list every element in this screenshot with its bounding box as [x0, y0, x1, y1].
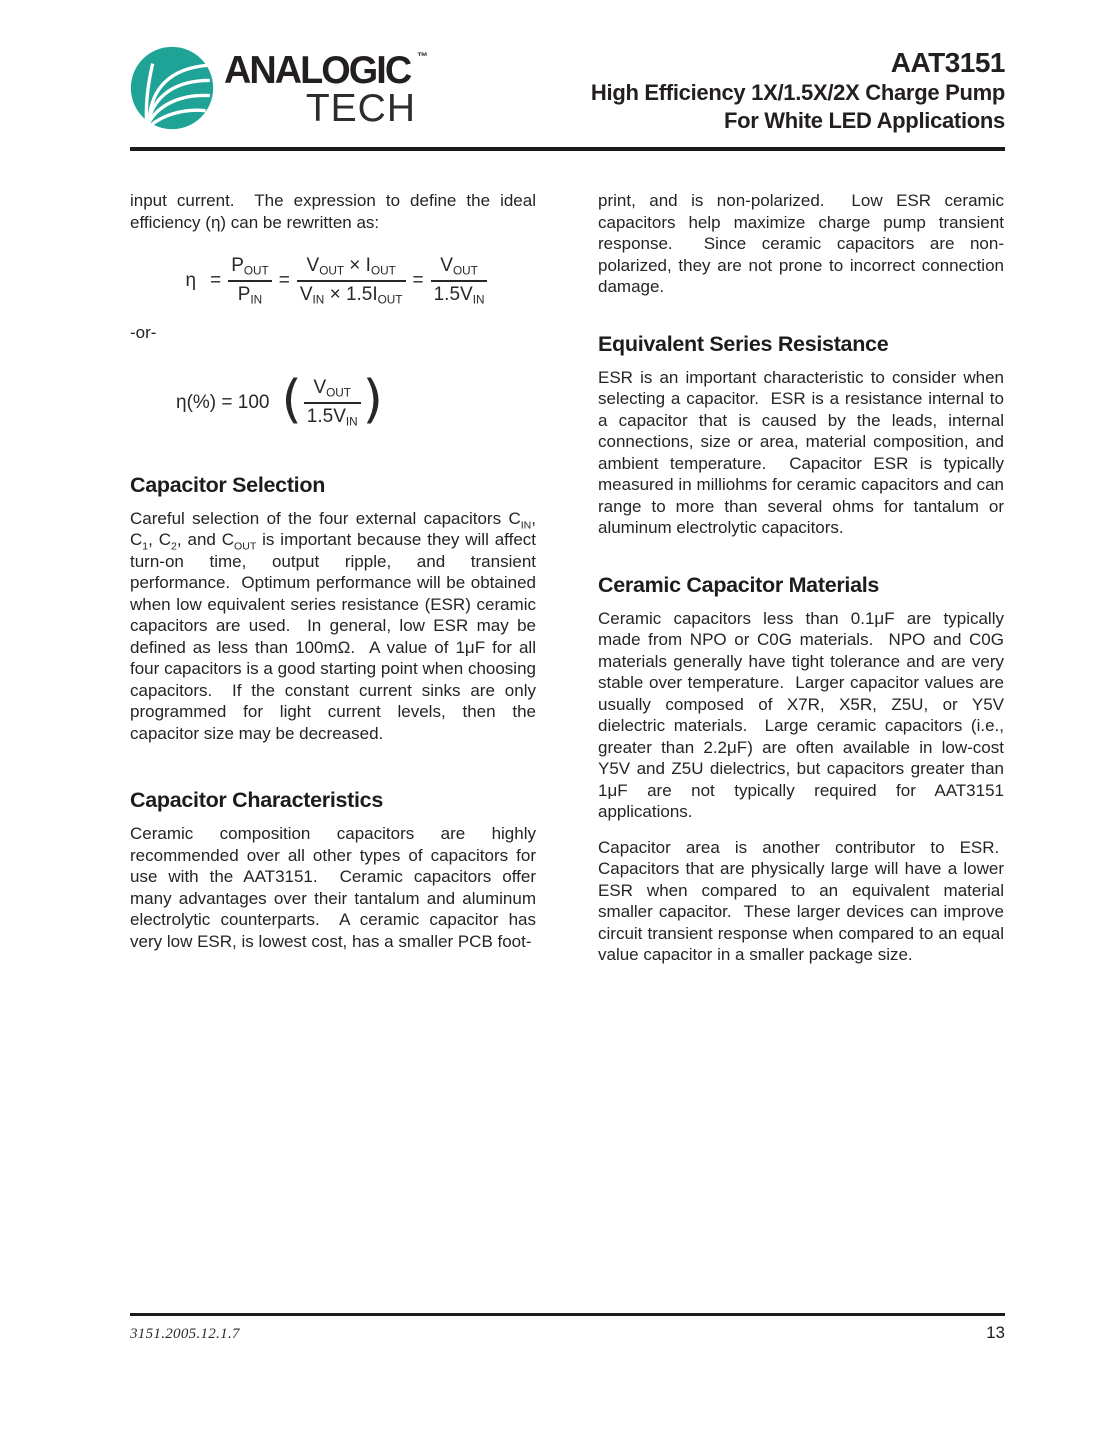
section-heading-equivalent-series-resistance: Equivalent Series Resistance [598, 331, 889, 356]
fraction-bar [228, 280, 272, 282]
doc-title-line-2: For White LED Applications [723, 108, 1005, 134]
ceramic-materials-paragraph-1: Ceramic capacitors less than 0.1μF are typically made from NPO or C0G materials. NPO and C0G materials generally have tight tolerance and are very stable over temperature. Larger capacitor values are usually composed of X7R, X5R, Z5U, or Y5V dielectric materials. Large ceramic capacitors (i.e., greater than 2.2μF) are often available in low-cost Y5V and Z5U dielectrics, but capacitors greater than 1μF are not typically required for AAT3151 applications. [598, 608, 1004, 821]
fraction-numerator: $P_{OUT}$ [231, 255, 269, 278]
doc-code: 3151.2005.12.1.7 [130, 1326, 240, 1342]
trademark-symbol: ™ [417, 51, 428, 63]
fraction-numerator: $V_{OUT} \times I_{OUT}$ [306, 255, 396, 278]
or-separator: -or- [130, 322, 157, 342]
fraction-denominator: $1.5V_{IN}$ [433, 283, 485, 307]
fraction-vout-iout [297, 255, 406, 307]
capacitor-characteristics-paragraph: Ceramic composition capacitors are highly recommended over all other types of capacitors for use with the AAT3151. Ceramic capacitors offer many advantages over their tantalum and aluminum electrolytic counterparts. A ceramic capacitor has very low ESR, is lowest cost, has a smaller PCB foot- [130, 824, 536, 951]
open-parenthesis: ( [281, 369, 302, 430]
efficiency-formula [130, 255, 536, 307]
fraction-numerator: $V_{OUT}$ [313, 376, 351, 400]
equals-sign: = [210, 269, 222, 291]
part-number: AAT3151 [890, 47, 1005, 78]
logo-wordmark-tech: TECH [305, 86, 416, 130]
capacitor-selection-paragraph: Careful selection of the four external capacitors $C_{IN}$, $C_1$, $C_2$, and $C_{OUT}$ is important because they will affect turn-on time, output ripple, and transient performance. Optimum performance will be obtained when low equivalent series resistance (ESR) ceramic capacitors are used. In general, low ESR may be defined as less than 100mΩ. A value of 1μF for all four capacitors is a good starting point when choosing capacitors. If the constant current sinks are only programmed for light current levels, then the capacitor size may be decreased. [130, 508, 536, 743]
fraction-bar [304, 402, 361, 404]
footer-rule [130, 1313, 1005, 1316]
section-heading-capacitor-characteristics: Capacitor Characteristics [130, 788, 383, 813]
analogictech-leaf-icon [130, 45, 214, 131]
fraction-vout-vin [304, 377, 361, 429]
continuation-paragraph: print, and is non-polarized. Low ESR ceramic capacitors help maximize charge pump transient response. Since ceramic capacitors are non-polarized, they are not prone to incorrect connection damage. [598, 191, 1004, 296]
logo-wordmark-analogic: ANALOGIC [224, 49, 411, 92]
doc-title-line-1: High Efficiency 1X/1.5X/2X Charge Pump [590, 80, 1005, 106]
analogictech-logo [130, 45, 428, 131]
page-body-columns [130, 190, 1005, 966]
esr-paragraph: ESR is an important characteristic to consider when selecting a capacitor. ESR is a resistance internal to a capacitor that is caused by the leads, internal connections, size or area, material composition, and ambient temperature. Capacitor ESR is typically measured in milliohms for ceramic capacitors and can range to more than several ohms for tantalum or aluminum electrolytic capacitors. [598, 367, 1004, 537]
fraction-bar [297, 280, 406, 282]
fraction-denominator: $1.5V_{IN}$ [306, 405, 358, 429]
doc-title-block [591, 45, 1005, 135]
section-heading-capacitor-selection: Capacitor Selection [130, 472, 326, 497]
logo-wordmark [224, 45, 428, 131]
ceramic-materials-paragraph-2: Capacitor area is another contributor to ESR. Capacitors that are physically large will have a lower ESR when compared to an equivalent material smaller capacitor. These larger devices can improve circuit transient response when compared to an equal value capacitor in a smaller package size. [598, 837, 1004, 964]
fraction-bar [431, 280, 488, 282]
header-rule [130, 147, 1005, 151]
close-parenthesis: ) [362, 369, 383, 430]
fraction-pout-pin [228, 255, 272, 307]
fraction-vout-vin [431, 255, 488, 307]
page-header [130, 45, 1005, 135]
fraction-denominator: $P_{IN}$ [237, 283, 263, 307]
efficiency-percent-formula [73, 369, 479, 430]
formula-eta: η [185, 269, 197, 291]
fraction-denominator: $V_{IN} \times 1.5I_{OUT}$ [299, 283, 403, 307]
page-number: 13 [986, 1323, 1005, 1342]
page-footer [130, 1323, 1005, 1343]
fraction-numerator: $V_{OUT}$ [440, 255, 478, 278]
equals-sign: = [278, 269, 290, 291]
right-column [598, 190, 1004, 966]
equals-sign: = [412, 269, 424, 291]
formula-lhs: η(%) = 100 [176, 391, 270, 413]
intro-paragraph: input current. The expression to define the ideal efficiency (η) can be rewritten as: [130, 191, 536, 232]
left-column [130, 190, 536, 966]
section-heading-ceramic-capacitor-materials: Ceramic Capacitor Materials [598, 572, 880, 597]
